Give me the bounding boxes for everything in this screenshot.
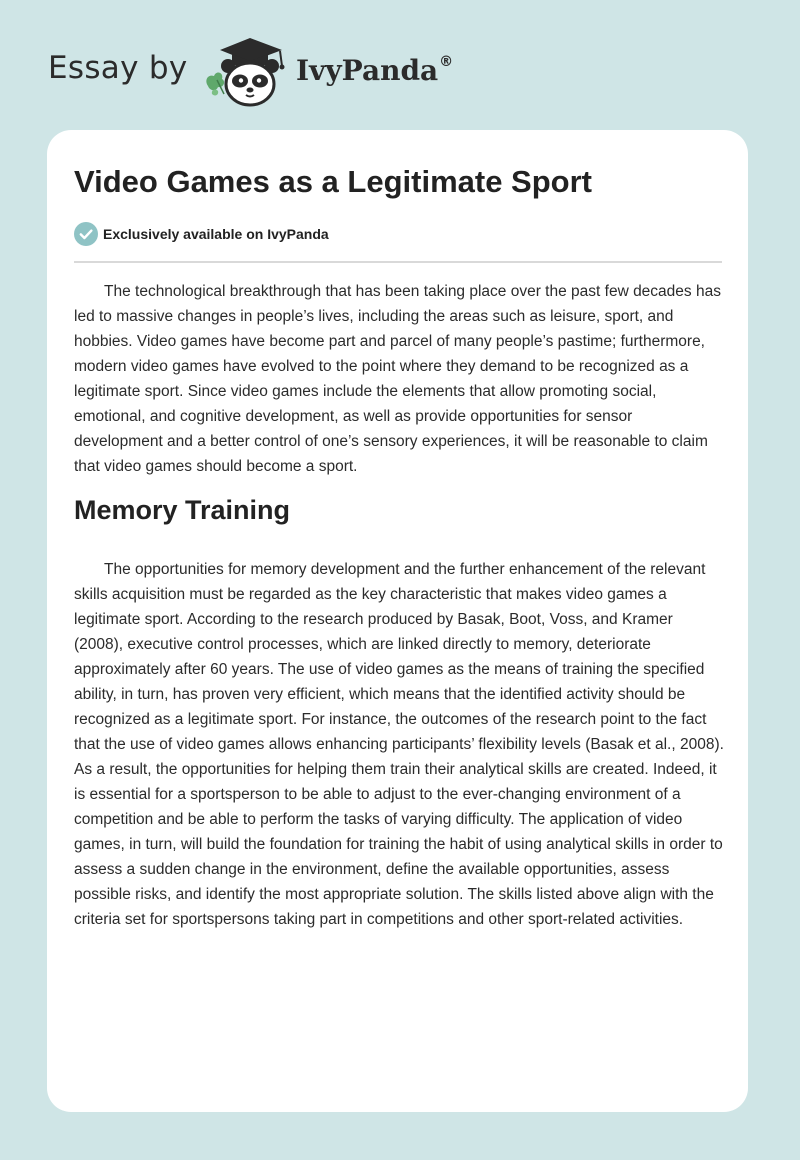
brand-prefix: Essay by <box>48 50 188 86</box>
intro-paragraph: The technological breakthrough that has been taking place over the past few decades has led to massive changes in people’s lives, including the areas such as leisure, sport, and hobbies. Video games have become part and parcel of many people’s pastime; furthermore, modern video games have evolved to the point where they demand to be recognized as a legitimate sport. Since video games include the elements that allow promoting social, emotional, and cognitive development, as well as provide opportunities for sensor development and a better control of one’s sensory experiences, it will be reasonable to claim that video games should become a sport. <box>74 283 721 475</box>
section-heading: Memory Training <box>74 495 291 525</box>
section-paragraph: The opportunities for memory development and the further enhancement of the relevant skills acquisition must be regarded as the key characteristic that makes video games a legitimate sport. According to the research produced by Basak, Boot, Voss, and Kramer (2008), executive control processes, which are linked directly to memory, deteriorate approximately after 60 years. The use of video games as the means of training the specified ability, in turn, has proven very efficient, which means that the identified activity should be recognized as a legitimate sport. For instance, the outcomes of the research point to the fact that the use of video games allows enhancing participants’ flexibility levels (Basak et al., 2008). As a result, the opportunities for helping them train their analytical skills are created. Indeed, it is essential for a sportsperson to be able to adjust to the ever-changing environment of a competition and be able to perform the tasks of varying difficulty. The application of video games, in turn, will build the foundation for training the habit of using analytical skills in order to assess a sudden change in the environment, define the available opportunities, assess possible risks, and identify the most appropriate solution. The skills listed above align with the criteria set for sportspersons taking part in competitions and other sport-related activities. <box>74 561 724 928</box>
essay-card <box>47 130 748 1112</box>
badge-text: Exclusively available on IvyPanda <box>103 226 329 242</box>
brand-name[interactable] <box>296 54 453 87</box>
exclusive-badge <box>74 222 329 246</box>
page-title: Video Games as a Legitimate Sport <box>74 164 592 199</box>
title-divider <box>74 261 722 263</box>
brand-name-text: IvyPanda <box>296 54 439 87</box>
panda-graduate-icon[interactable] <box>202 34 294 110</box>
registered-mark: ® <box>439 54 454 70</box>
check-circle-icon <box>74 222 98 246</box>
site-header <box>0 0 800 130</box>
